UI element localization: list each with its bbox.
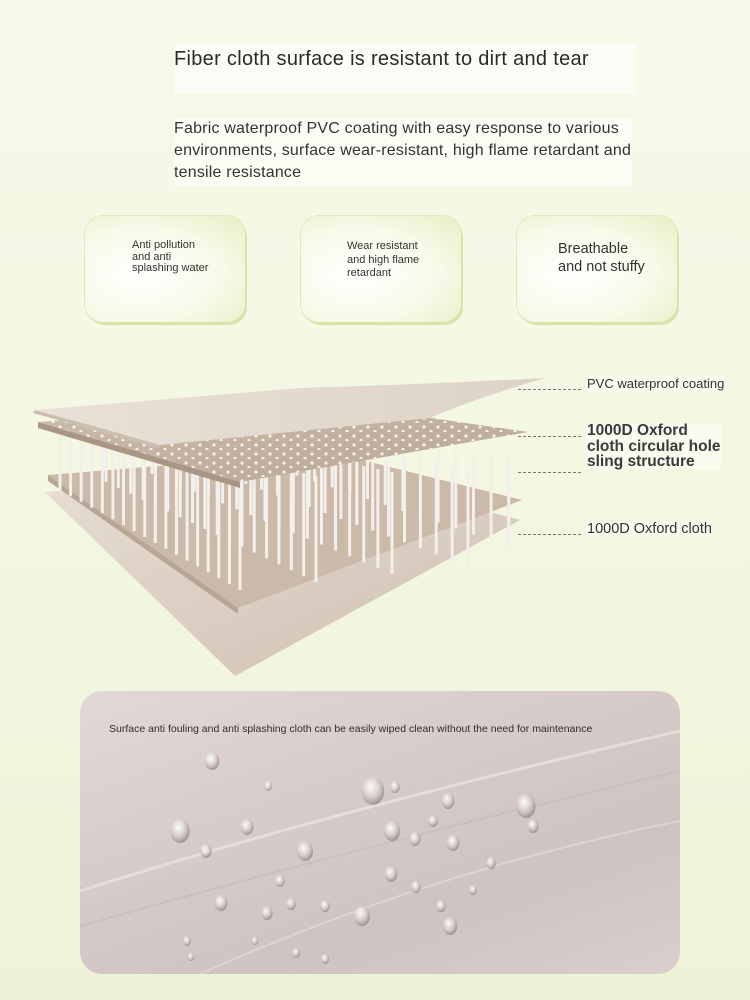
feature-card-breathable bbox=[517, 216, 677, 322]
dash-line-middle bbox=[518, 436, 581, 437]
headline: Fiber cloth surface is resistant to dirt and tear bbox=[174, 44, 636, 94]
water-droplet bbox=[385, 866, 398, 882]
water-droplet bbox=[321, 954, 329, 964]
water-droplet bbox=[215, 895, 228, 911]
water-droplet bbox=[411, 881, 421, 893]
feature-label: Breathable and not stuffy bbox=[558, 241, 645, 275]
water-droplet bbox=[442, 793, 455, 809]
water-droplet bbox=[486, 857, 496, 869]
water-droplet bbox=[516, 794, 535, 818]
water-droplet-photo bbox=[80, 691, 680, 974]
water-droplet bbox=[320, 900, 330, 912]
water-droplet bbox=[527, 819, 538, 833]
label-sling-structure: 1000D Oxford cloth circular hole sling structure bbox=[587, 422, 721, 470]
label-pvc-coating: PVC waterproof coating bbox=[587, 376, 725, 391]
water-droplet bbox=[354, 906, 370, 926]
water-droplet bbox=[409, 832, 420, 846]
dash-line-bottom bbox=[518, 534, 581, 535]
water-droplet bbox=[241, 819, 254, 835]
water-droplet bbox=[264, 781, 272, 791]
feature-card-anti-pollution bbox=[85, 216, 245, 322]
water-droplet bbox=[436, 900, 446, 912]
feature-label: Anti pollution and anti splashing water bbox=[132, 239, 209, 274]
water-droplet bbox=[252, 937, 258, 945]
water-droplet bbox=[200, 844, 211, 858]
water-droplet bbox=[188, 953, 194, 961]
label-oxford-cloth: 1000D Oxford cloth bbox=[587, 521, 712, 537]
water-droplet bbox=[447, 835, 460, 851]
water-droplets bbox=[170, 752, 538, 964]
water-droplet bbox=[362, 777, 384, 805]
water-droplet bbox=[384, 821, 400, 841]
water-droplet bbox=[170, 819, 189, 843]
photo-caption: Surface anti fouling and anti splashing cloth can be easily wiped clean without the need for maintenance bbox=[109, 723, 593, 735]
water-droplet bbox=[183, 936, 191, 946]
water-droplet bbox=[469, 885, 477, 895]
water-droplet bbox=[292, 948, 300, 958]
water-droplet bbox=[443, 917, 457, 935]
dash-line-top bbox=[518, 389, 581, 390]
water-droplet bbox=[297, 841, 313, 861]
feature-label: Wear resistant and high flame retardant bbox=[347, 240, 420, 279]
water-droplet bbox=[205, 752, 219, 770]
dash-line-middle-lower bbox=[518, 472, 581, 473]
water-droplet bbox=[286, 898, 296, 910]
description: Fabric waterproof PVC coating with easy response to various environments, surface wear-resistant, high flame retardant and tensile resistance bbox=[174, 118, 632, 186]
water-droplet bbox=[261, 906, 272, 920]
water-droplet bbox=[428, 815, 438, 827]
water-droplet bbox=[275, 875, 285, 887]
feature-card-wear-resistant bbox=[301, 216, 461, 322]
water-droplet bbox=[390, 781, 400, 793]
